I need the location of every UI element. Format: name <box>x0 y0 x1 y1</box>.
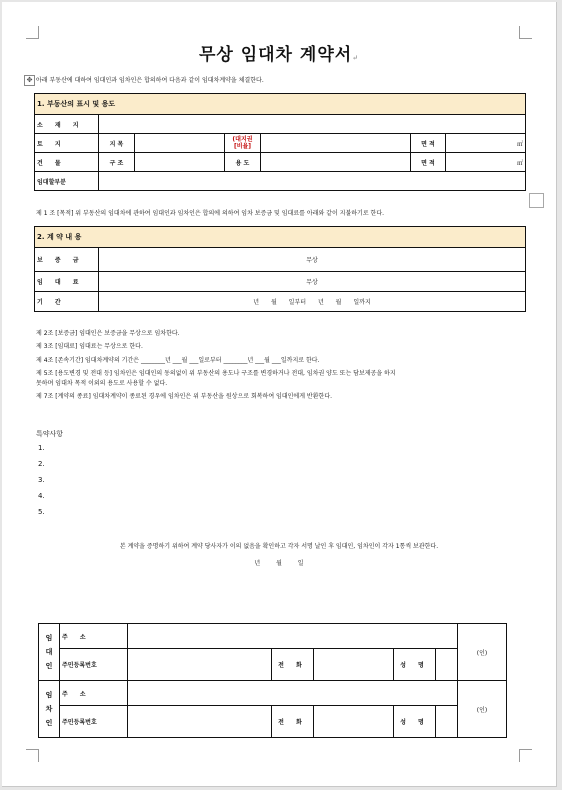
lessor-address-label: 주 소 <box>60 624 128 649</box>
special-terms-heading[interactable]: 특약사항 <box>36 430 64 438</box>
lessor-label: 임 대 인 <box>39 624 60 681</box>
land-share-field[interactable] <box>261 134 411 153</box>
table-move-handle-icon[interactable]: ✥ <box>24 75 35 86</box>
lessee-phone-label: 전 화 <box>272 706 314 738</box>
lessor-address-field[interactable] <box>128 624 458 649</box>
section2-header: 2. 계 약 내 용 <box>35 227 526 248</box>
land-category-label: 지 목 <box>99 134 135 153</box>
lessee-name-field[interactable] <box>436 706 458 738</box>
lessee-seal[interactable]: (인) <box>458 681 507 738</box>
margin-corner-mark <box>519 749 532 762</box>
special-term-item[interactable]: 5. <box>38 508 45 516</box>
lessee-address-label: 주 소 <box>60 681 128 706</box>
intro-text[interactable]: 아래 부동산에 대하여 임대인과 임차인은 합의하여 다음과 같이 임대차계약을 체결한다. <box>36 77 264 84</box>
special-term-item[interactable]: 2. <box>38 460 45 468</box>
deposit-field[interactable]: 무상 <box>99 248 526 272</box>
period-field[interactable]: 년 월 일부터 년 월 일까지 <box>99 292 526 312</box>
special-term-item[interactable]: 4. <box>38 492 45 500</box>
article-4[interactable]: 제 4조 [존속기간] 임대차계약의 기간은 ________년 ___월 ___일로부터 ________년 ___월 ___일까지로 한다. <box>36 357 320 364</box>
article-5-cont[interactable]: 못하며 임대차 목적 이외의 용도로 사용할 수 없다. <box>36 380 168 387</box>
land-category-field[interactable] <box>135 134 225 153</box>
margin-corner-mark <box>26 749 39 762</box>
lessor-id-field[interactable] <box>128 649 272 681</box>
article-2[interactable]: 제 2조 [보증금] 임대인은 보증금을 무상으로 임차한다. <box>36 330 180 337</box>
building-use-label: 용 도 <box>225 153 261 172</box>
margin-corner-mark <box>519 26 532 39</box>
rent-field[interactable]: 무상 <box>99 272 526 292</box>
lessor-id-label: 주민등록번호 <box>60 649 128 681</box>
lessor-phone-field[interactable] <box>314 649 394 681</box>
lessee-label: 임 차 인 <box>39 681 60 738</box>
special-term-item[interactable]: 1. <box>38 444 45 452</box>
lessor-name-label: 성 명 <box>394 649 436 681</box>
table-resize-handle[interactable] <box>529 193 544 208</box>
period-label: 기 간 <box>35 292 99 312</box>
document-title[interactable]: 무상 임대차 계약서↵ <box>198 45 360 65</box>
land-area-label: 면 적 <box>411 134 446 153</box>
lessee-name-label: 성 명 <box>394 706 436 738</box>
margin-corner-mark <box>26 26 39 39</box>
lessee-id-field[interactable] <box>128 706 272 738</box>
section1-header: 1. 부동산의 표시 및 용도 <box>35 94 526 115</box>
contract-date[interactable]: 년 월 일 <box>254 560 304 567</box>
article-1[interactable]: 제 1 조 [목적] 위 부동산의 임대차에 관하여 임대인과 임차인은 합의에 의하여 임차 보증금 및 임대료를 아래와 같이 지불하기로 한다. <box>36 210 385 217</box>
article-5[interactable]: 제 5조 [용도변경 및 전대 등] 임차인은 임대인의 동의없이 위 부동산의 용도나 구조를 변경하거나 전대, 임차권 양도 또는 담보제공을 하지 <box>36 370 396 377</box>
building-area-label: 면 적 <box>411 153 446 172</box>
article-3[interactable]: 제 3조 [임대료] 임대료는 무상으로 한다. <box>36 343 143 350</box>
article-7[interactable]: 제 7조 [계약의 종료] 임대차계약이 종료된 경우에 임차인은 위 부동산을 원상으로 회복하여 임대인에게 반환한다. <box>36 393 333 400</box>
structure-field[interactable] <box>135 153 225 172</box>
contract-table <box>34 226 526 312</box>
land-area-field[interactable]: ㎡ <box>446 134 526 153</box>
address-label: 소 재 지 <box>35 115 99 134</box>
leased-part-field[interactable] <box>99 172 526 191</box>
lessee-id-label: 주민등록번호 <box>60 706 128 738</box>
deposit-label: 보 증 금 <box>35 248 99 272</box>
closing-statement[interactable]: 본 계약을 증명하기 위하여 계약 당사자가 이의 없음을 확인하고 각자 서명 날인 후 임대인, 임차인이 각자 1통씩 보관한다. <box>119 543 439 550</box>
property-table <box>34 93 526 191</box>
document-page <box>2 2 557 787</box>
structure-label: 구 조 <box>99 153 135 172</box>
address-field[interactable] <box>99 115 526 134</box>
special-term-item[interactable]: 3. <box>38 476 45 484</box>
building-use-field[interactable] <box>261 153 411 172</box>
building-area-field[interactable]: ㎡ <box>446 153 526 172</box>
building-label: 건 물 <box>35 153 99 172</box>
rent-label: 임 대 료 <box>35 272 99 292</box>
lessee-address-field[interactable] <box>128 681 458 706</box>
lessor-seal[interactable]: (인) <box>458 624 507 681</box>
leased-part-label: 임대할부분 <box>35 172 99 191</box>
land-label: 토 지 <box>35 134 99 153</box>
lessee-phone-field[interactable] <box>314 706 394 738</box>
lessor-phone-label: 전 화 <box>272 649 314 681</box>
signature-table <box>38 623 507 738</box>
lessor-name-field[interactable] <box>436 649 458 681</box>
land-share-note: (대지권 [비율] <box>225 134 261 153</box>
